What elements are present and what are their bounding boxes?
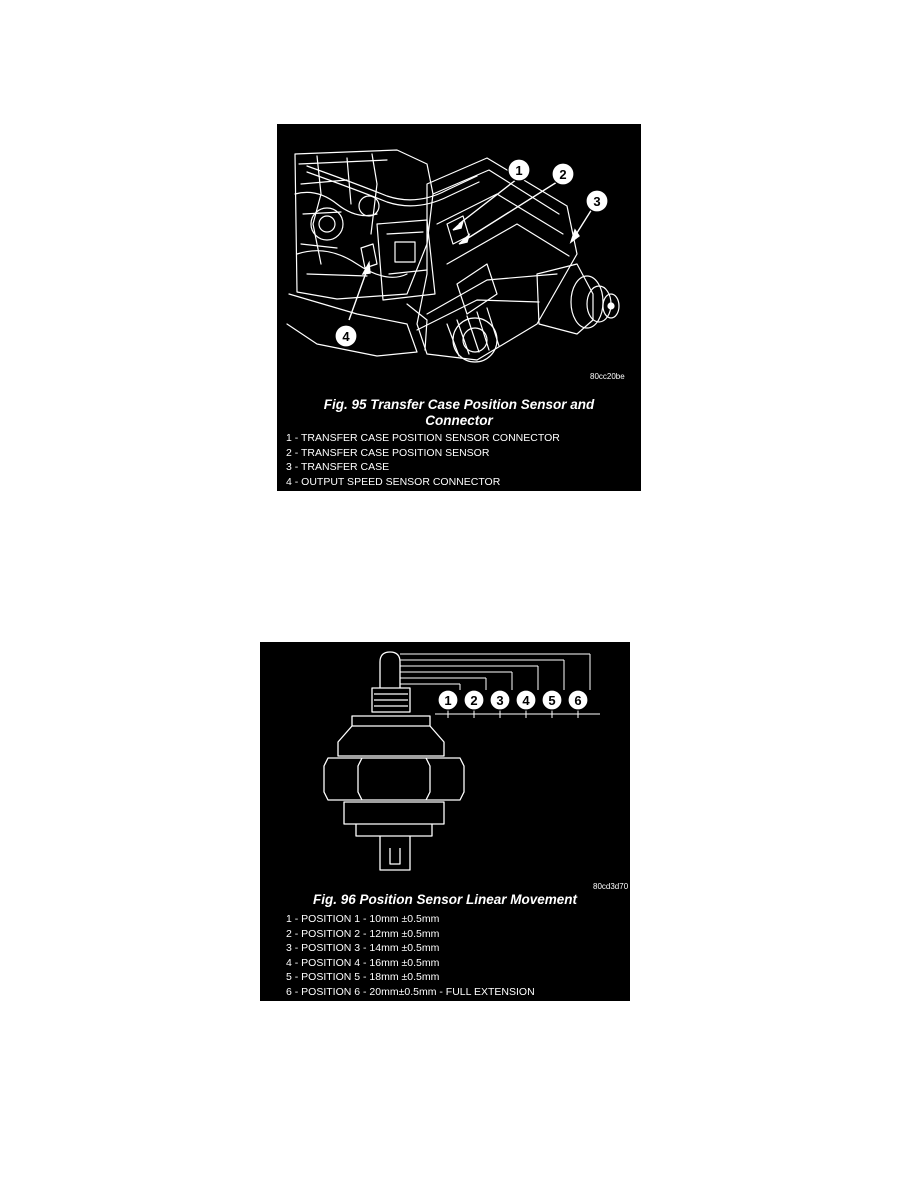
- position-sensor-illustration: [260, 642, 630, 892]
- caption-line-2: Connector: [425, 413, 493, 428]
- legend-item: 6 - POSITION 6 - 20mm±0.5mm - FULL EXTENSION: [286, 985, 535, 998]
- legend-item: 4 - OUTPUT SPEED SENSOR CONNECTOR: [286, 475, 501, 488]
- legend-item: 1 - TRANSFER CASE POSITION SENSOR CONNECTOR: [286, 432, 560, 444]
- image-code: 80cc20be: [590, 372, 625, 381]
- figure-legend: [286, 431, 560, 489]
- callout-4-label: 4: [522, 693, 530, 708]
- caption-line-1: Fig. 95 Transfer Case Position Sensor and: [323, 397, 595, 412]
- figure-95: [277, 124, 641, 491]
- callout-4-label: 4: [342, 329, 350, 344]
- legend-item: 2 - TRANSFER CASE POSITION SENSOR: [286, 446, 490, 459]
- figure-96: [260, 642, 630, 1001]
- figure-caption: Fig. 96 Position Sensor Linear Movement: [312, 892, 578, 907]
- callout-1-label: 1: [515, 163, 523, 178]
- callout-6-label: 6: [574, 693, 582, 708]
- legend-item: 4 - POSITION 4 - 16mm ±0.5mm: [286, 956, 440, 969]
- legend-item: 1 - POSITION 1 - 10mm ±0.5mm: [286, 913, 440, 925]
- legend-item: 2 - POSITION 2 - 12mm ±0.5mm: [286, 927, 440, 940]
- legend-item: 3 - POSITION 3 - 14mm ±0.5mm: [286, 942, 440, 954]
- callout-3-label: 3: [496, 693, 504, 708]
- figure-legend: [286, 912, 535, 999]
- callout-5-label: 5: [548, 693, 556, 708]
- figure-caption: [277, 397, 641, 429]
- image-code: 80cd3d70: [593, 882, 629, 891]
- transfer-case-illustration: [277, 124, 641, 389]
- callout-2-label: 2: [470, 693, 478, 708]
- legend-item: 3 - TRANSFER CASE: [286, 461, 390, 473]
- callout-2-label: 2: [559, 167, 567, 182]
- legend-item: 5 - POSITION 5 - 18mm ±0.5mm: [286, 971, 440, 983]
- callout-1-label: 1: [444, 693, 452, 708]
- callout-3-label: 3: [593, 194, 601, 209]
